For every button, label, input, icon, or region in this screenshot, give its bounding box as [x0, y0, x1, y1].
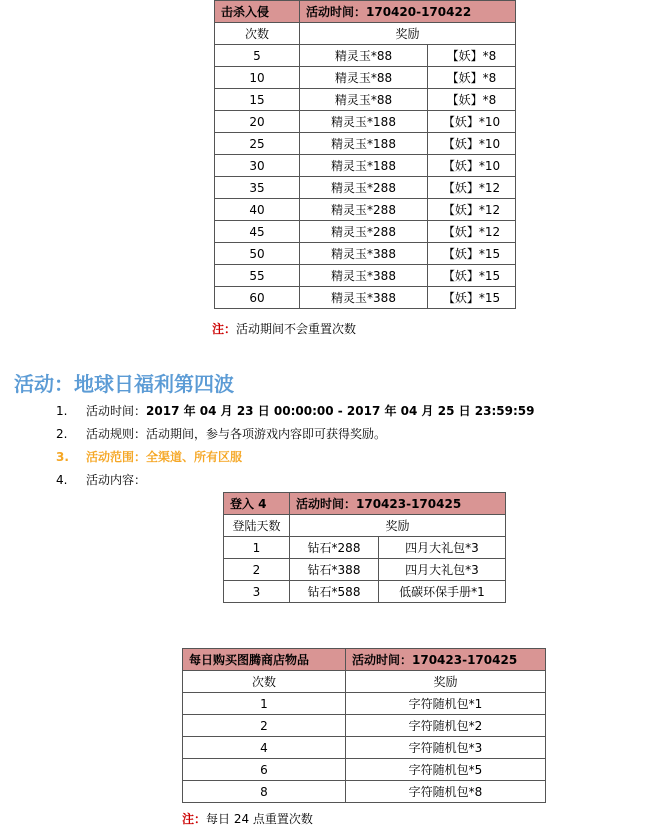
count-cell: 3: [224, 581, 290, 603]
table-column-row: [183, 671, 546, 693]
table3-note: [182, 810, 313, 827]
reward-cell: 【妖】*8: [428, 67, 516, 89]
item-number: 3.: [56, 450, 69, 464]
table-header-row: [224, 493, 506, 515]
reward-cell: 四月大礼包*3: [379, 537, 506, 559]
table-period: 活动时间：170423-170425: [346, 649, 546, 671]
kill-invasion-table: [214, 0, 516, 309]
reward-cell: 【妖】*8: [428, 89, 516, 111]
note-label: 注：: [182, 812, 207, 826]
reward-cell: 【妖】*15: [428, 243, 516, 265]
reward-cell: 【妖】*12: [428, 199, 516, 221]
reward-cell: 精灵玉*288: [300, 199, 428, 221]
reward-cell: 字符随机包*2: [346, 715, 546, 737]
table-row: [183, 737, 546, 759]
list-item: [56, 448, 534, 471]
table-title: 击杀入侵: [215, 1, 300, 23]
reward-cell: 精灵玉*388: [300, 265, 428, 287]
table-row: [215, 155, 516, 177]
column-header-reward: 奖励: [290, 515, 506, 537]
reward-cell: 精灵玉*388: [300, 243, 428, 265]
table-row: [215, 243, 516, 265]
column-header-count: 次数: [183, 671, 346, 693]
item-number: 1.: [56, 404, 68, 418]
count-cell: 30: [215, 155, 300, 177]
list-item: [56, 471, 534, 494]
count-cell: 35: [215, 177, 300, 199]
count-cell: 20: [215, 111, 300, 133]
table-row: [215, 287, 516, 309]
table-row: [215, 45, 516, 67]
count-cell: 15: [215, 89, 300, 111]
count-cell: 6: [183, 759, 346, 781]
table-row: [183, 759, 546, 781]
count-cell: 50: [215, 243, 300, 265]
table-row: [215, 265, 516, 287]
reward-cell: 【妖】*12: [428, 177, 516, 199]
column-header-count: 登陆天数: [224, 515, 290, 537]
reward-cell: 【妖】*12: [428, 221, 516, 243]
reward-cell: 精灵玉*188: [300, 155, 428, 177]
reward-cell: 精灵玉*88: [300, 89, 428, 111]
table-row: [215, 177, 516, 199]
reward-cell: 【妖】*10: [428, 133, 516, 155]
reward-cell: 【妖】*15: [428, 287, 516, 309]
table-row: [183, 693, 546, 715]
list-item: [56, 425, 534, 448]
table-row: [215, 89, 516, 111]
reward-cell: 精灵玉*188: [300, 111, 428, 133]
reward-cell: 精灵玉*288: [300, 177, 428, 199]
reward-cell: 钻石*388: [290, 559, 379, 581]
table-row: [215, 221, 516, 243]
count-cell: 55: [215, 265, 300, 287]
table-title: 每日购买图腾商店物品: [183, 649, 346, 671]
table-column-row: [224, 515, 506, 537]
reward-cell: 【妖】*8: [428, 45, 516, 67]
reward-cell: 【妖】*10: [428, 111, 516, 133]
reward-cell: 钻石*588: [290, 581, 379, 603]
column-header-reward: 奖励: [300, 23, 516, 45]
section-title: 活动：地球日福利第四波: [14, 372, 234, 396]
count-cell: 1: [224, 537, 290, 559]
table-header-row: [215, 1, 516, 23]
item-value: 全渠道、所有区服: [146, 450, 243, 464]
note-text: 活动期间不会重置次数: [236, 322, 357, 336]
list-item: [56, 402, 534, 425]
count-cell: 2: [224, 559, 290, 581]
reward-cell: 钻石*288: [290, 537, 379, 559]
count-cell: 10: [215, 67, 300, 89]
table-row: [215, 111, 516, 133]
count-cell: 45: [215, 221, 300, 243]
item-value: 活动期间，参与各项游戏内容即可获得奖励。: [146, 427, 387, 441]
column-header-count: 次数: [215, 23, 300, 45]
column-header-reward: 奖励: [346, 671, 546, 693]
item-number: 2.: [56, 427, 68, 441]
note-label: 注：: [212, 322, 237, 336]
count-cell: 60: [215, 287, 300, 309]
reward-cell: 字符随机包*3: [346, 737, 546, 759]
reward-cell: 精灵玉*388: [300, 287, 428, 309]
totem-shop-table: [182, 648, 546, 803]
item-label: 活动时间：: [86, 404, 147, 418]
count-cell: 4: [183, 737, 346, 759]
count-cell: 8: [183, 781, 346, 803]
item-label: 活动范围：: [86, 450, 147, 464]
reward-cell: 字符随机包*5: [346, 759, 546, 781]
item-label: 活动内容：: [86, 473, 147, 487]
table-row: [224, 559, 506, 581]
reward-cell: 精灵玉*188: [300, 133, 428, 155]
table-period: 活动时间：170420-170422: [300, 1, 516, 23]
table-row: [224, 537, 506, 559]
reward-cell: 【妖】*15: [428, 265, 516, 287]
reward-cell: 【妖】*10: [428, 155, 516, 177]
reward-cell: 四月大礼包*3: [379, 559, 506, 581]
table1-note: [212, 320, 356, 337]
table-period: 活动时间：170423-170425: [290, 493, 506, 515]
reward-cell: 精灵玉*288: [300, 221, 428, 243]
table-row: [215, 133, 516, 155]
count-cell: 1: [183, 693, 346, 715]
reward-cell: 低碳环保手册*1: [379, 581, 506, 603]
count-cell: 25: [215, 133, 300, 155]
count-cell: 40: [215, 199, 300, 221]
table-header-row: [183, 649, 546, 671]
count-cell: 2: [183, 715, 346, 737]
reward-cell: 精灵玉*88: [300, 67, 428, 89]
note-text: 每日 24 点重置次数: [206, 812, 313, 826]
table-title: 登入 4: [224, 493, 290, 515]
table-column-row: [215, 23, 516, 45]
table-row: [224, 581, 506, 603]
reward-cell: 字符随机包*8: [346, 781, 546, 803]
table-row: [183, 781, 546, 803]
login-reward-table: [223, 492, 506, 603]
reward-cell: 字符随机包*1: [346, 693, 546, 715]
reward-cell: 精灵玉*88: [300, 45, 428, 67]
activity-info-list: [56, 402, 534, 494]
item-value: 2017 年 04 月 23 日 00:00:00 - 2017 年 04 月 25 日 23:59:59: [146, 404, 535, 418]
table-row: [215, 67, 516, 89]
table-row: [183, 715, 546, 737]
table-row: [215, 199, 516, 221]
count-cell: 5: [215, 45, 300, 67]
item-number: 4.: [56, 473, 68, 487]
item-label: 活动规则：: [86, 427, 147, 441]
